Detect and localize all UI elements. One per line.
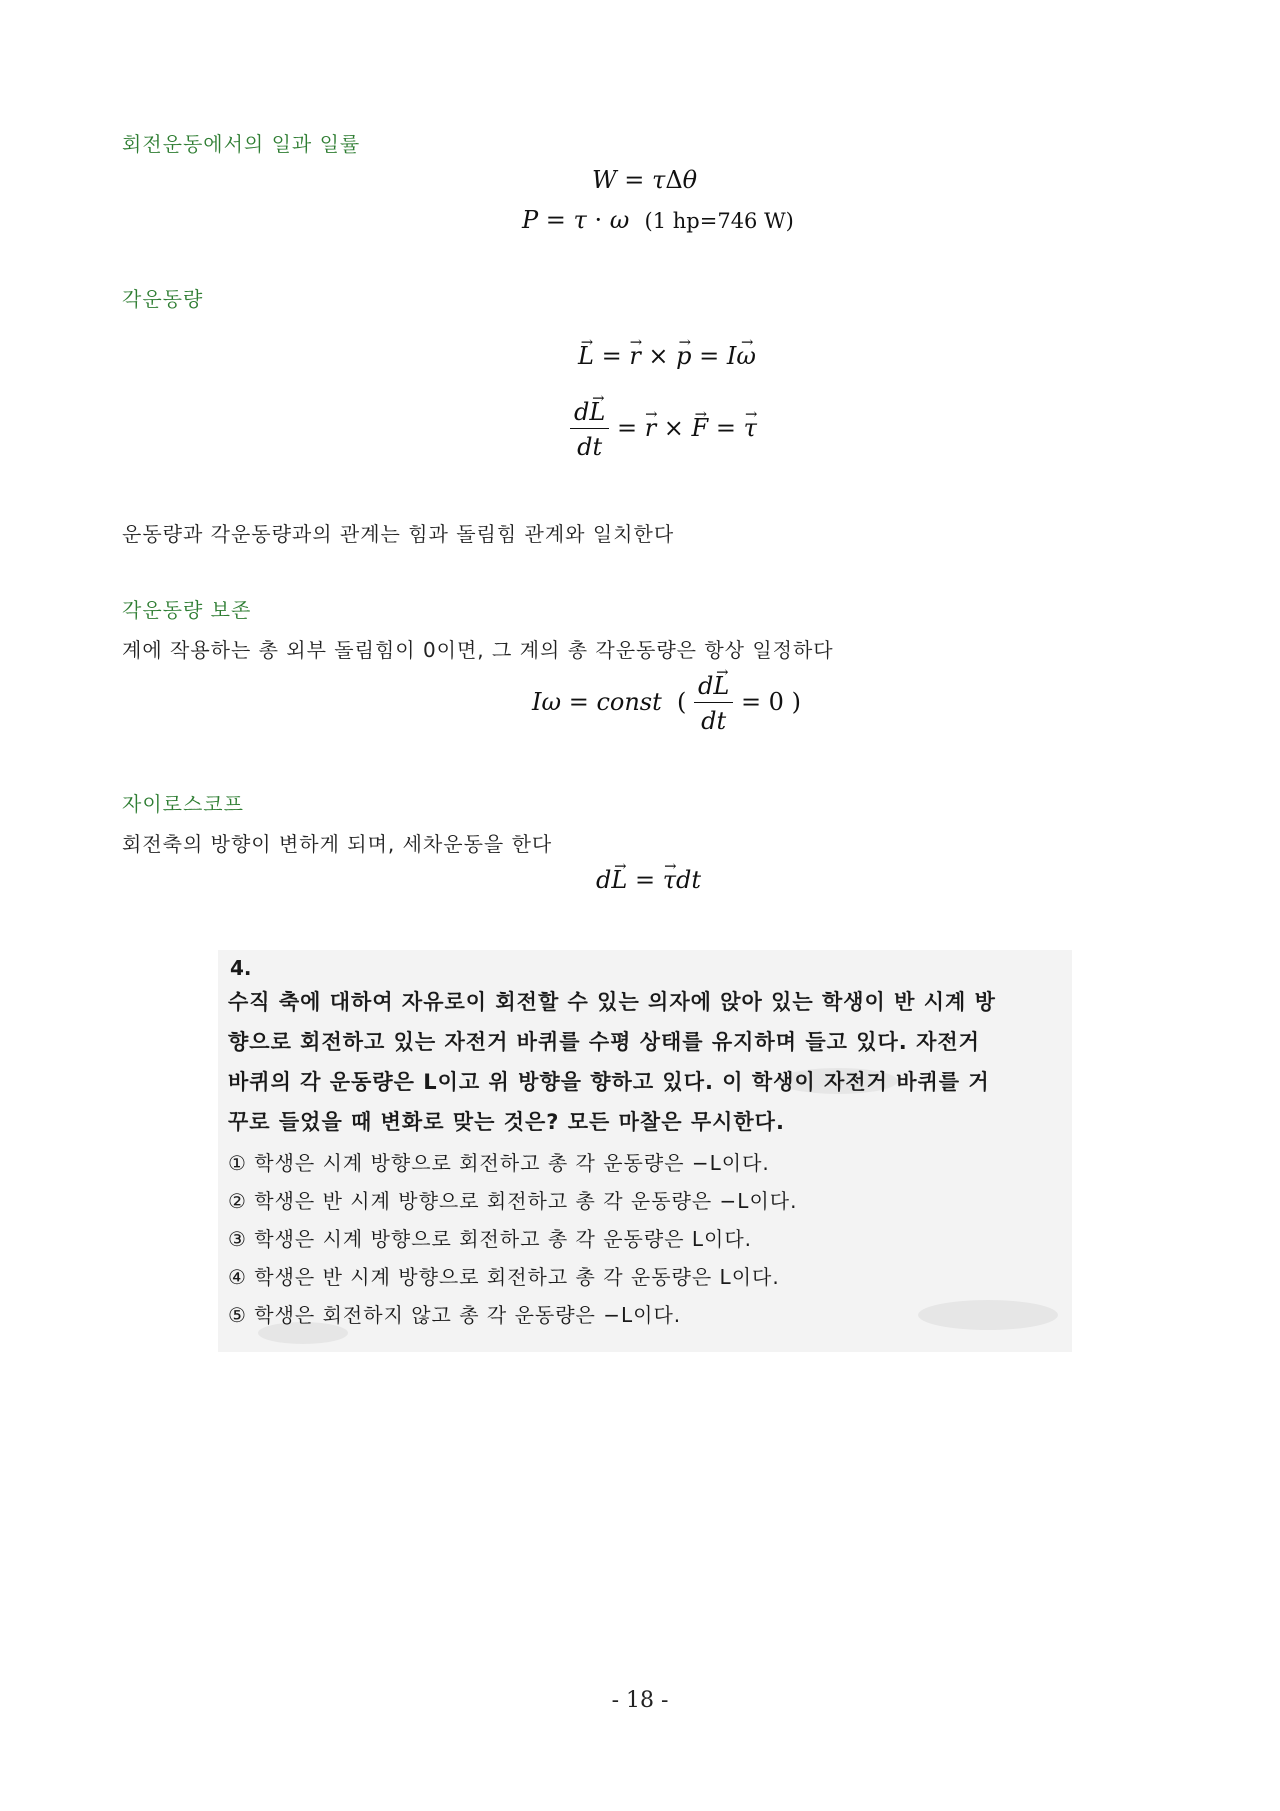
- scanned-question: [218, 950, 1072, 1352]
- formula-conservation: Iω = const ( $\frac{d\to L}{dt}$ = 0 ): [532, 672, 801, 735]
- heading-conservation: 각운동량 보존: [122, 598, 252, 622]
- heading-work-power: 회전운동에서의 일과 일률: [122, 132, 361, 156]
- formula-precession: d→ L = → τdt: [596, 866, 701, 894]
- formula-power: P = τ · ω (1 hp=746 W): [522, 206, 794, 234]
- choice-1: ① 학생은 시계 방향으로 회전하고 총 각 운동량은 −L이다.: [228, 1151, 770, 1175]
- choice-3: ③ 학생은 시계 방향으로 회전하고 총 각 운동량은 L이다.: [228, 1227, 753, 1251]
- heading-angular-momentum: 각운동량: [122, 287, 204, 311]
- formula-torque-relation: $\frac{d\to L}{dt}$ = → r × → F = → τ: [570, 398, 757, 461]
- page-number: - 18 -: [611, 1688, 669, 1713]
- conservation-text: 계에 작용하는 총 외부 돌림힘이 0이면, 그 계의 총 각운동량은 항상 일정하다: [122, 638, 834, 662]
- question-line: 바퀴의 각 운동량은 L이고 위 방향을 향하고 있다. 이 학생이 자전거 바퀴를 거: [228, 1070, 990, 1094]
- choice-4: ④ 학생은 반 시계 방향으로 회전하고 총 각 운동량은 L이다.: [228, 1265, 780, 1289]
- horsepower-note: (1 hp=746 W): [644, 209, 794, 233]
- heading-gyroscope: 자이로스코프: [122, 792, 244, 816]
- question-line: 꾸로 들었을 때 변화로 맞는 것은? 모든 마찰은 무시한다.: [228, 1110, 785, 1134]
- question-line: 향으로 회전하고 있는 자전거 바퀴를 수평 상태를 유지하며 들고 있다. 자전거: [228, 1030, 980, 1054]
- choice-5: ⑤ 학생은 회전하지 않고 총 각 운동량은 −L이다.: [228, 1303, 682, 1327]
- formula-work: W = τΔθ: [592, 166, 698, 194]
- question-line: 수직 축에 대하여 자유로이 회전할 수 있는 의자에 앉아 있는 학생이 반 시계 방: [228, 990, 996, 1014]
- choice-2: ② 학생은 반 시계 방향으로 회전하고 총 각 운동량은 −L이다.: [228, 1189, 798, 1213]
- question-number: 4.: [230, 956, 252, 980]
- relation-text: 운동량과 각운동량과의 관계는 힘과 돌림힘 관계와 일치한다: [122, 522, 675, 546]
- formula-angular-momentum: → L = → r × → p = I→ ω: [578, 342, 756, 370]
- gyroscope-text: 회전축의 방향이 변하게 되며, 세차운동을 한다: [122, 832, 553, 856]
